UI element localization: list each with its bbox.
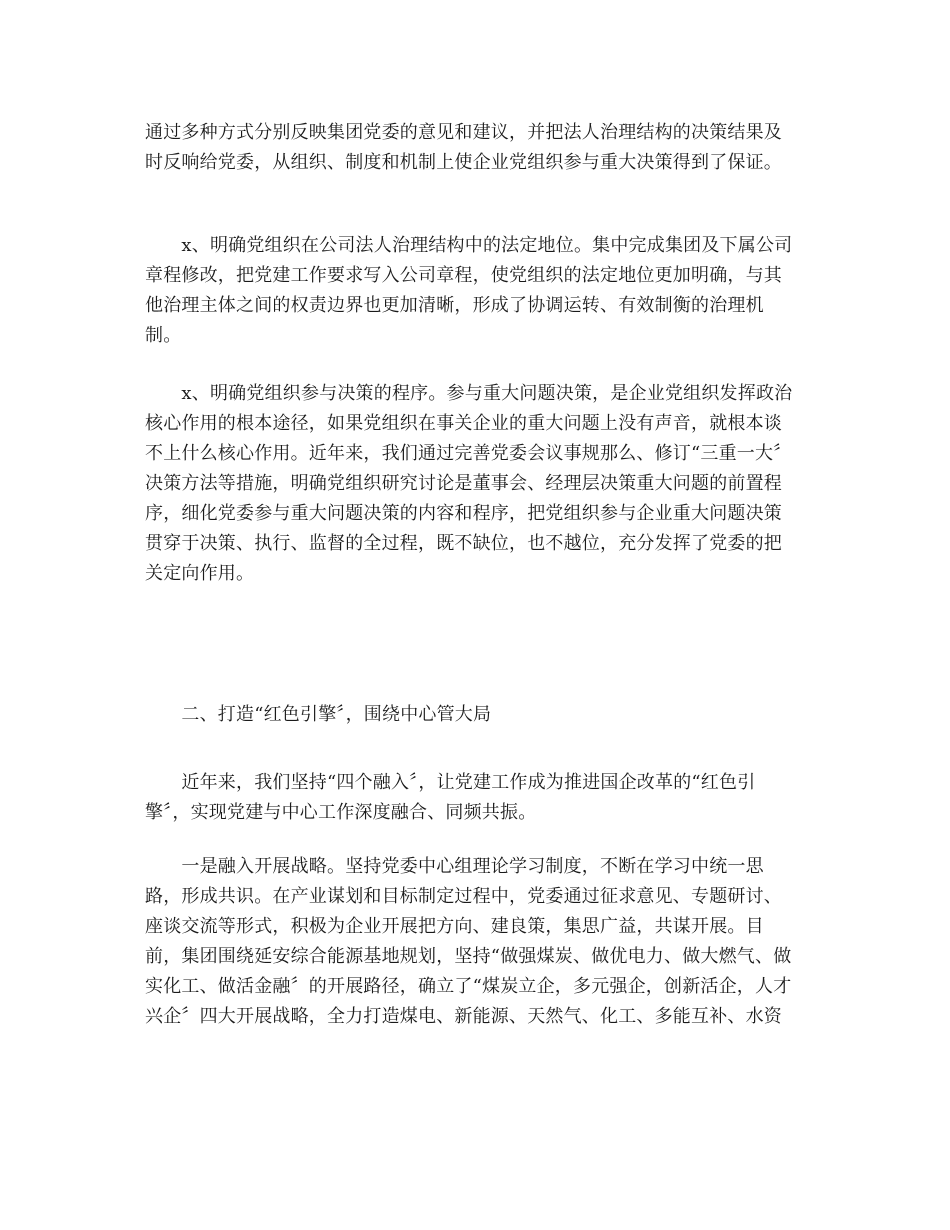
paragraph-line: 实化工、做活金融〞的开展路径，确立了“煤炭立企，多元强企，创新活企，人才 xyxy=(145,976,792,997)
paragraph-line: 路，形成共识。在产业谋划和目标制定过程中，党委通过征求意见、专题研讨、 xyxy=(145,886,782,907)
paragraph-line: 兴企〞四大开展战略，全力打造煤电、新能源、天然气、化工、多能互补、水资 xyxy=(145,1006,782,1027)
paragraph-line: 一是融入开展战略。坚持党委中心组理论学习制度，不断在学习中统一思 xyxy=(145,856,764,877)
paragraph-line: 不上什么核心作用。近年来，我们通过完善党委会议事规那么、修订“三重一大〞 xyxy=(145,443,792,464)
paragraph-line: x、明确党组织在公司法人治理结构中的法定地位。集中完成集团及下属公司 xyxy=(145,235,793,256)
paragraph-line: 他治理主体之间的权责边界也更加清晰，形成了协调运转、有效制衡的治理机 xyxy=(145,295,764,316)
section-heading xyxy=(145,700,805,730)
paragraph-line: x、明确党组织参与决策的程序。参与重大问题决策，是企业党组织发挥政治 xyxy=(145,383,793,404)
paragraph-line: 贯穿于决策、执行、监督的全过程，既不缺位，也不越位，充分发挥了党委的把 xyxy=(145,533,782,554)
section-heading-text: 二、打造“红色引擎〞，围绕中心管大局 xyxy=(145,704,492,725)
paragraph-line: 核心作用的根本途径，如果党组织在事关企业的重大问题上没有声音，就根本谈 xyxy=(145,413,782,434)
paragraph-6 xyxy=(145,852,805,1032)
paragraph-line: 擎〞，实现党建与中心工作深度融合、同频共振。 xyxy=(145,802,537,823)
paragraph-line: 章程修改，把党建工作要求写入公司章程，使党组织的法定地位更加明确，与其 xyxy=(145,265,782,286)
paragraph-3 xyxy=(145,379,805,589)
paragraph-1 xyxy=(145,118,805,178)
paragraph-line: 决策方法等措施，明确党组织研究讨论是董事会、经理层决策重大问题的前置程 xyxy=(145,473,782,494)
paragraph-line: 关定向作用。 xyxy=(145,563,255,584)
paragraph-line: 通过多种方式分别反映集团党委的意见和建议，并把法人治理结构的决策结果及 xyxy=(145,122,782,143)
paragraph-line: 时反响给党委，从组织、制度和机制上使企业党组织参与重大决策得到了保证。 xyxy=(145,152,782,173)
paragraph-line: 近年来，我们坚持“四个融入〞，让党建工作成为推进国企改革的“红色引 xyxy=(145,772,756,793)
paragraph-line: 序，细化党委参与重大问题决策的内容和程序，把党组织参与企业重大问题决策 xyxy=(145,503,782,524)
paragraph-line: 制。 xyxy=(145,325,182,346)
paragraph-line: 前，集团围绕延安综合能源基地规划，坚持“做强煤炭、做优电力、做大燃气、做 xyxy=(145,946,792,967)
paragraph-line: 座谈交流等形式，积极为企业开展把方向、建良策，集思广益，共谋开展。目 xyxy=(145,916,764,937)
paragraph-2 xyxy=(145,231,805,351)
paragraph-5 xyxy=(145,768,805,828)
